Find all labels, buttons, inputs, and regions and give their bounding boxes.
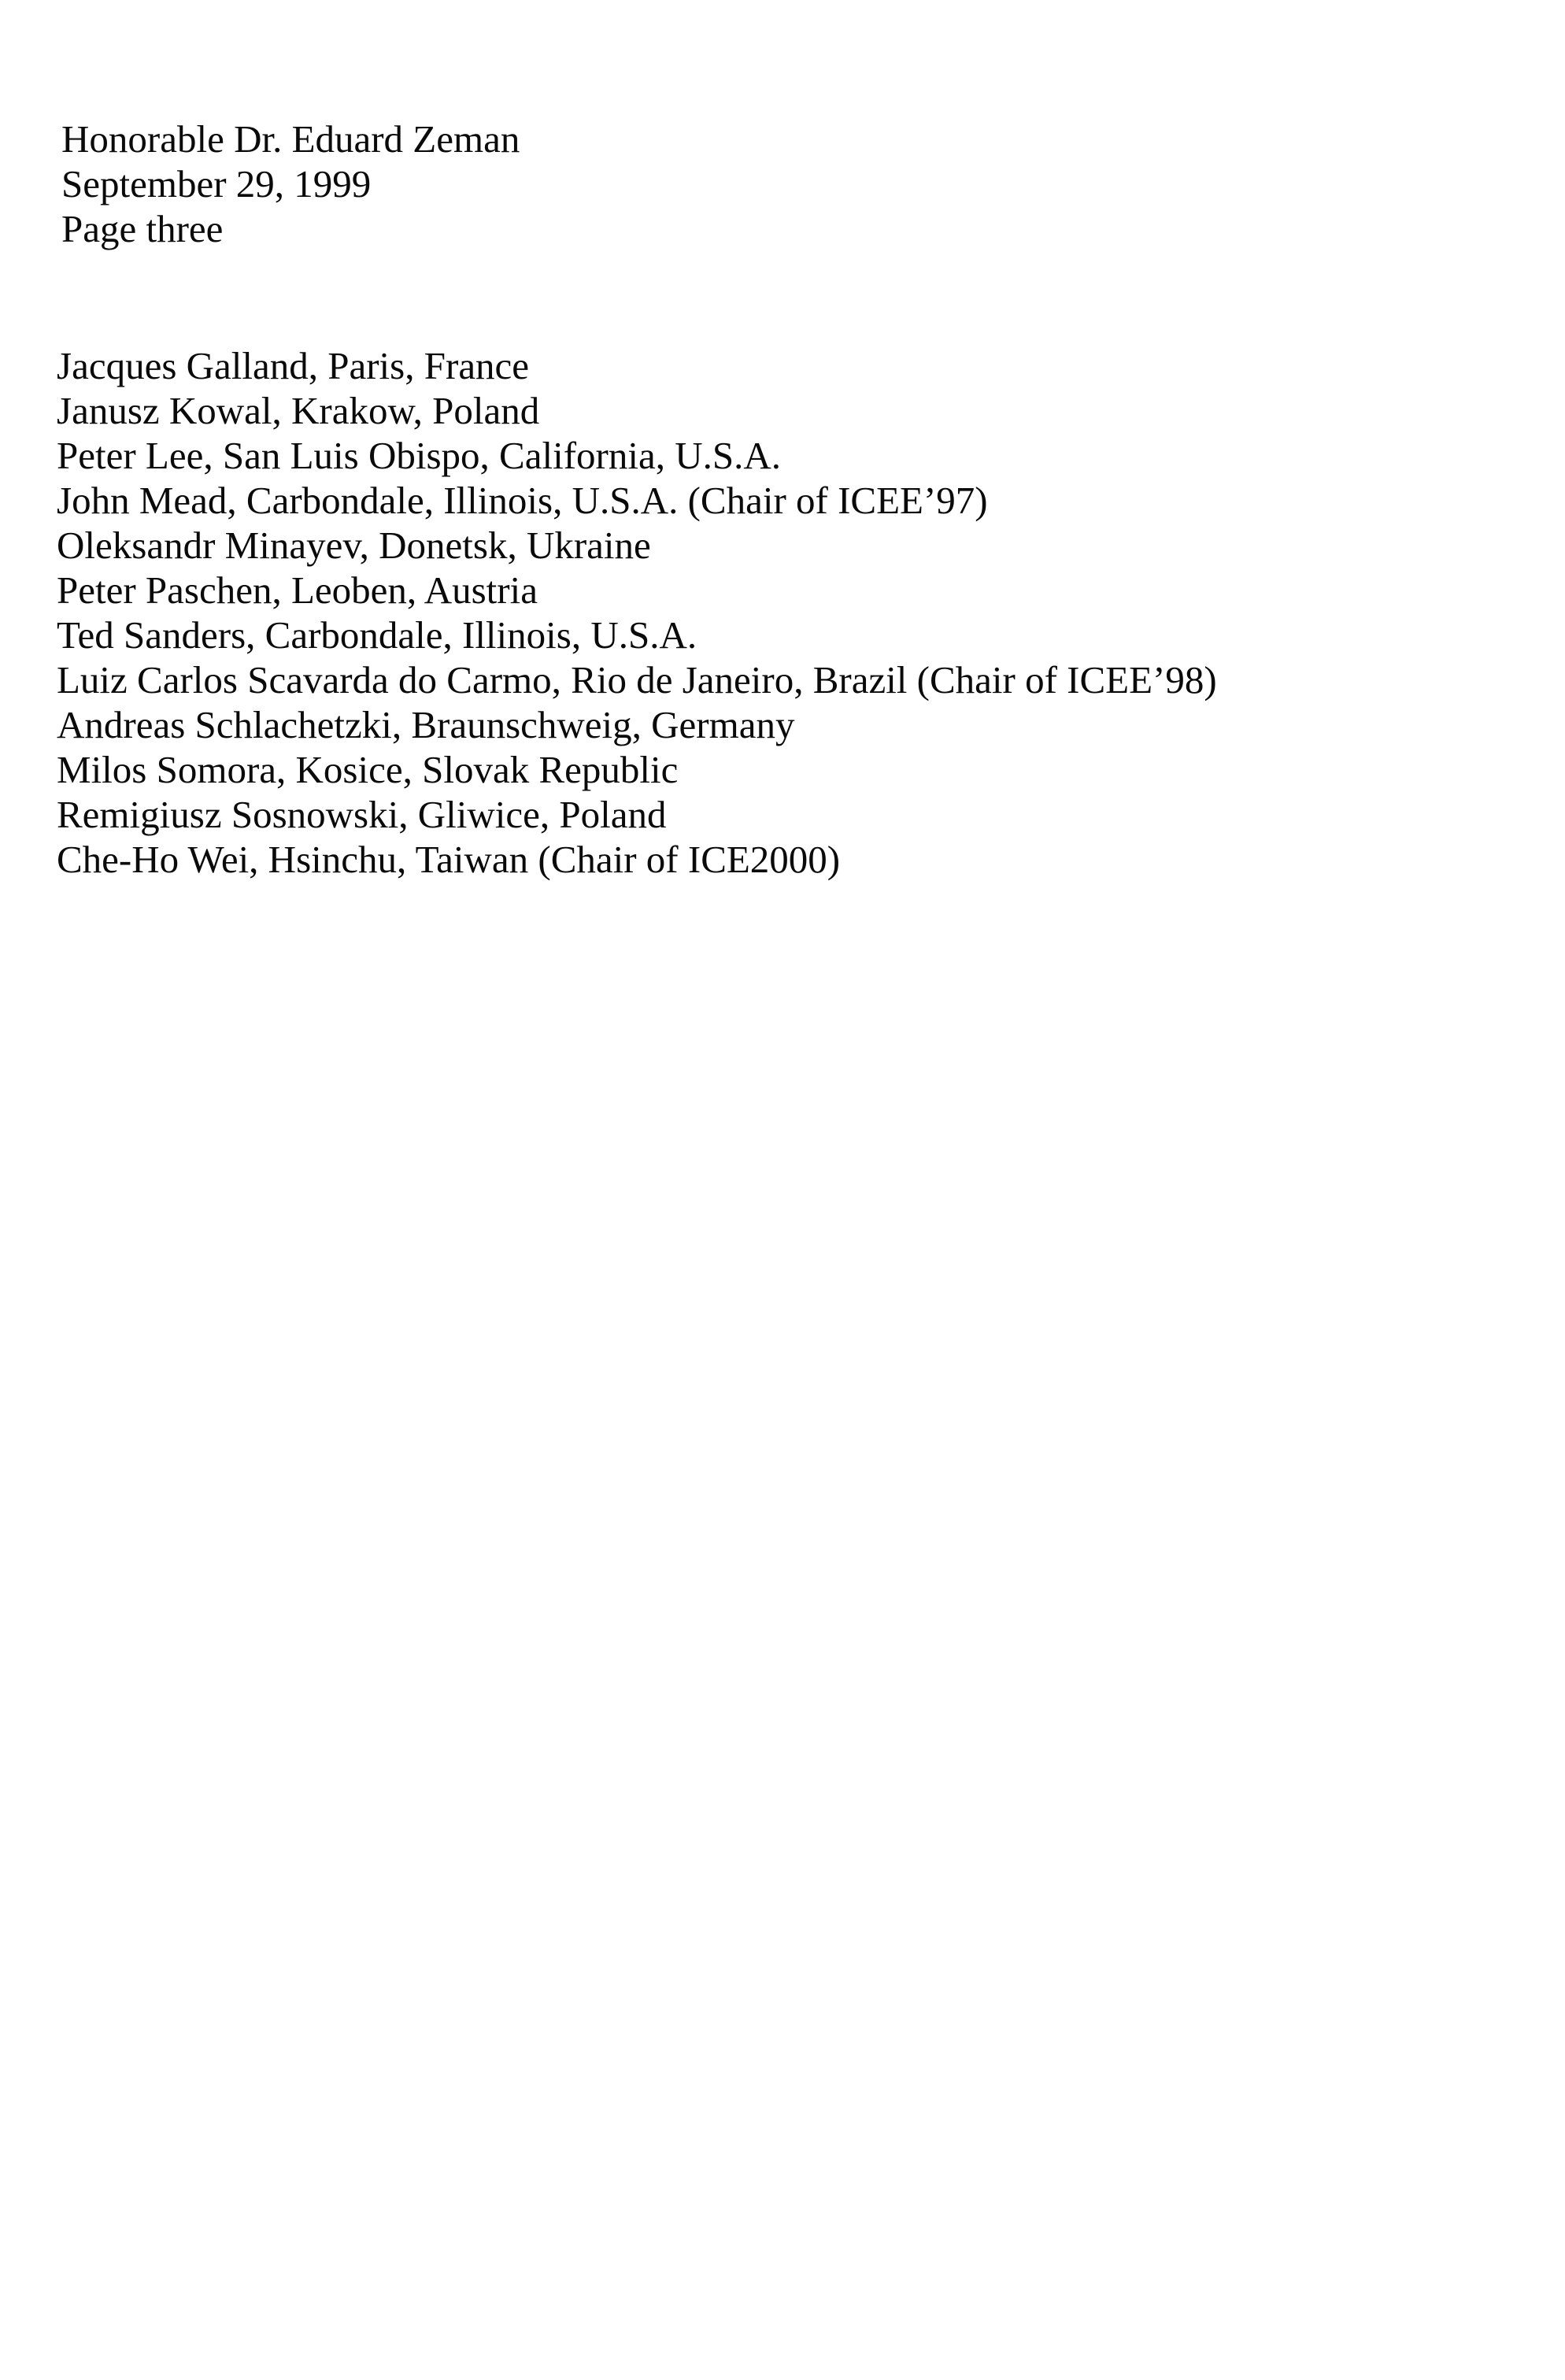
list-item: John Mead, Carbondale, Illinois, U.S.A. (Chair of ICEE’97) [57, 479, 988, 522]
recipient-name: Honorable Dr. Eduard Zeman [61, 117, 520, 161]
list-item: Milos Somora, Kosice, Slovak Republic [57, 748, 679, 791]
list-item: Peter Lee, San Luis Obispo, California, U.S.A. [57, 434, 781, 477]
list-item: Ted Sanders, Carbondale, Illinois, U.S.A. [57, 613, 697, 657]
list-item: Che-Ho Wei, Hsinchu, Taiwan (Chair of ICE2000) [57, 838, 841, 881]
list-item: Andreas Schlachetzki, Braunschweig, Germany [57, 703, 795, 746]
letter-header [61, 117, 520, 251]
list-item: Janusz Kowal, Krakow, Poland [57, 389, 540, 432]
list-item: Remigiusz Sosnowski, Gliwice, Poland [57, 793, 667, 836]
page-label: Page three [61, 207, 224, 250]
list-item: Luiz Carlos Scavarda do Carmo, Rio de Janeiro, Brazil (Chair of ICEE’98) [57, 658, 1217, 701]
list-item: Peter Paschen, Leoben, Austria [57, 568, 538, 612]
attendee-list [57, 343, 1217, 882]
letter-date: September 29, 1999 [61, 162, 372, 205]
list-item: Oleksandr Minayev, Donetsk, Ukraine [57, 524, 651, 567]
list-item: Jacques Galland, Paris, France [57, 344, 530, 387]
